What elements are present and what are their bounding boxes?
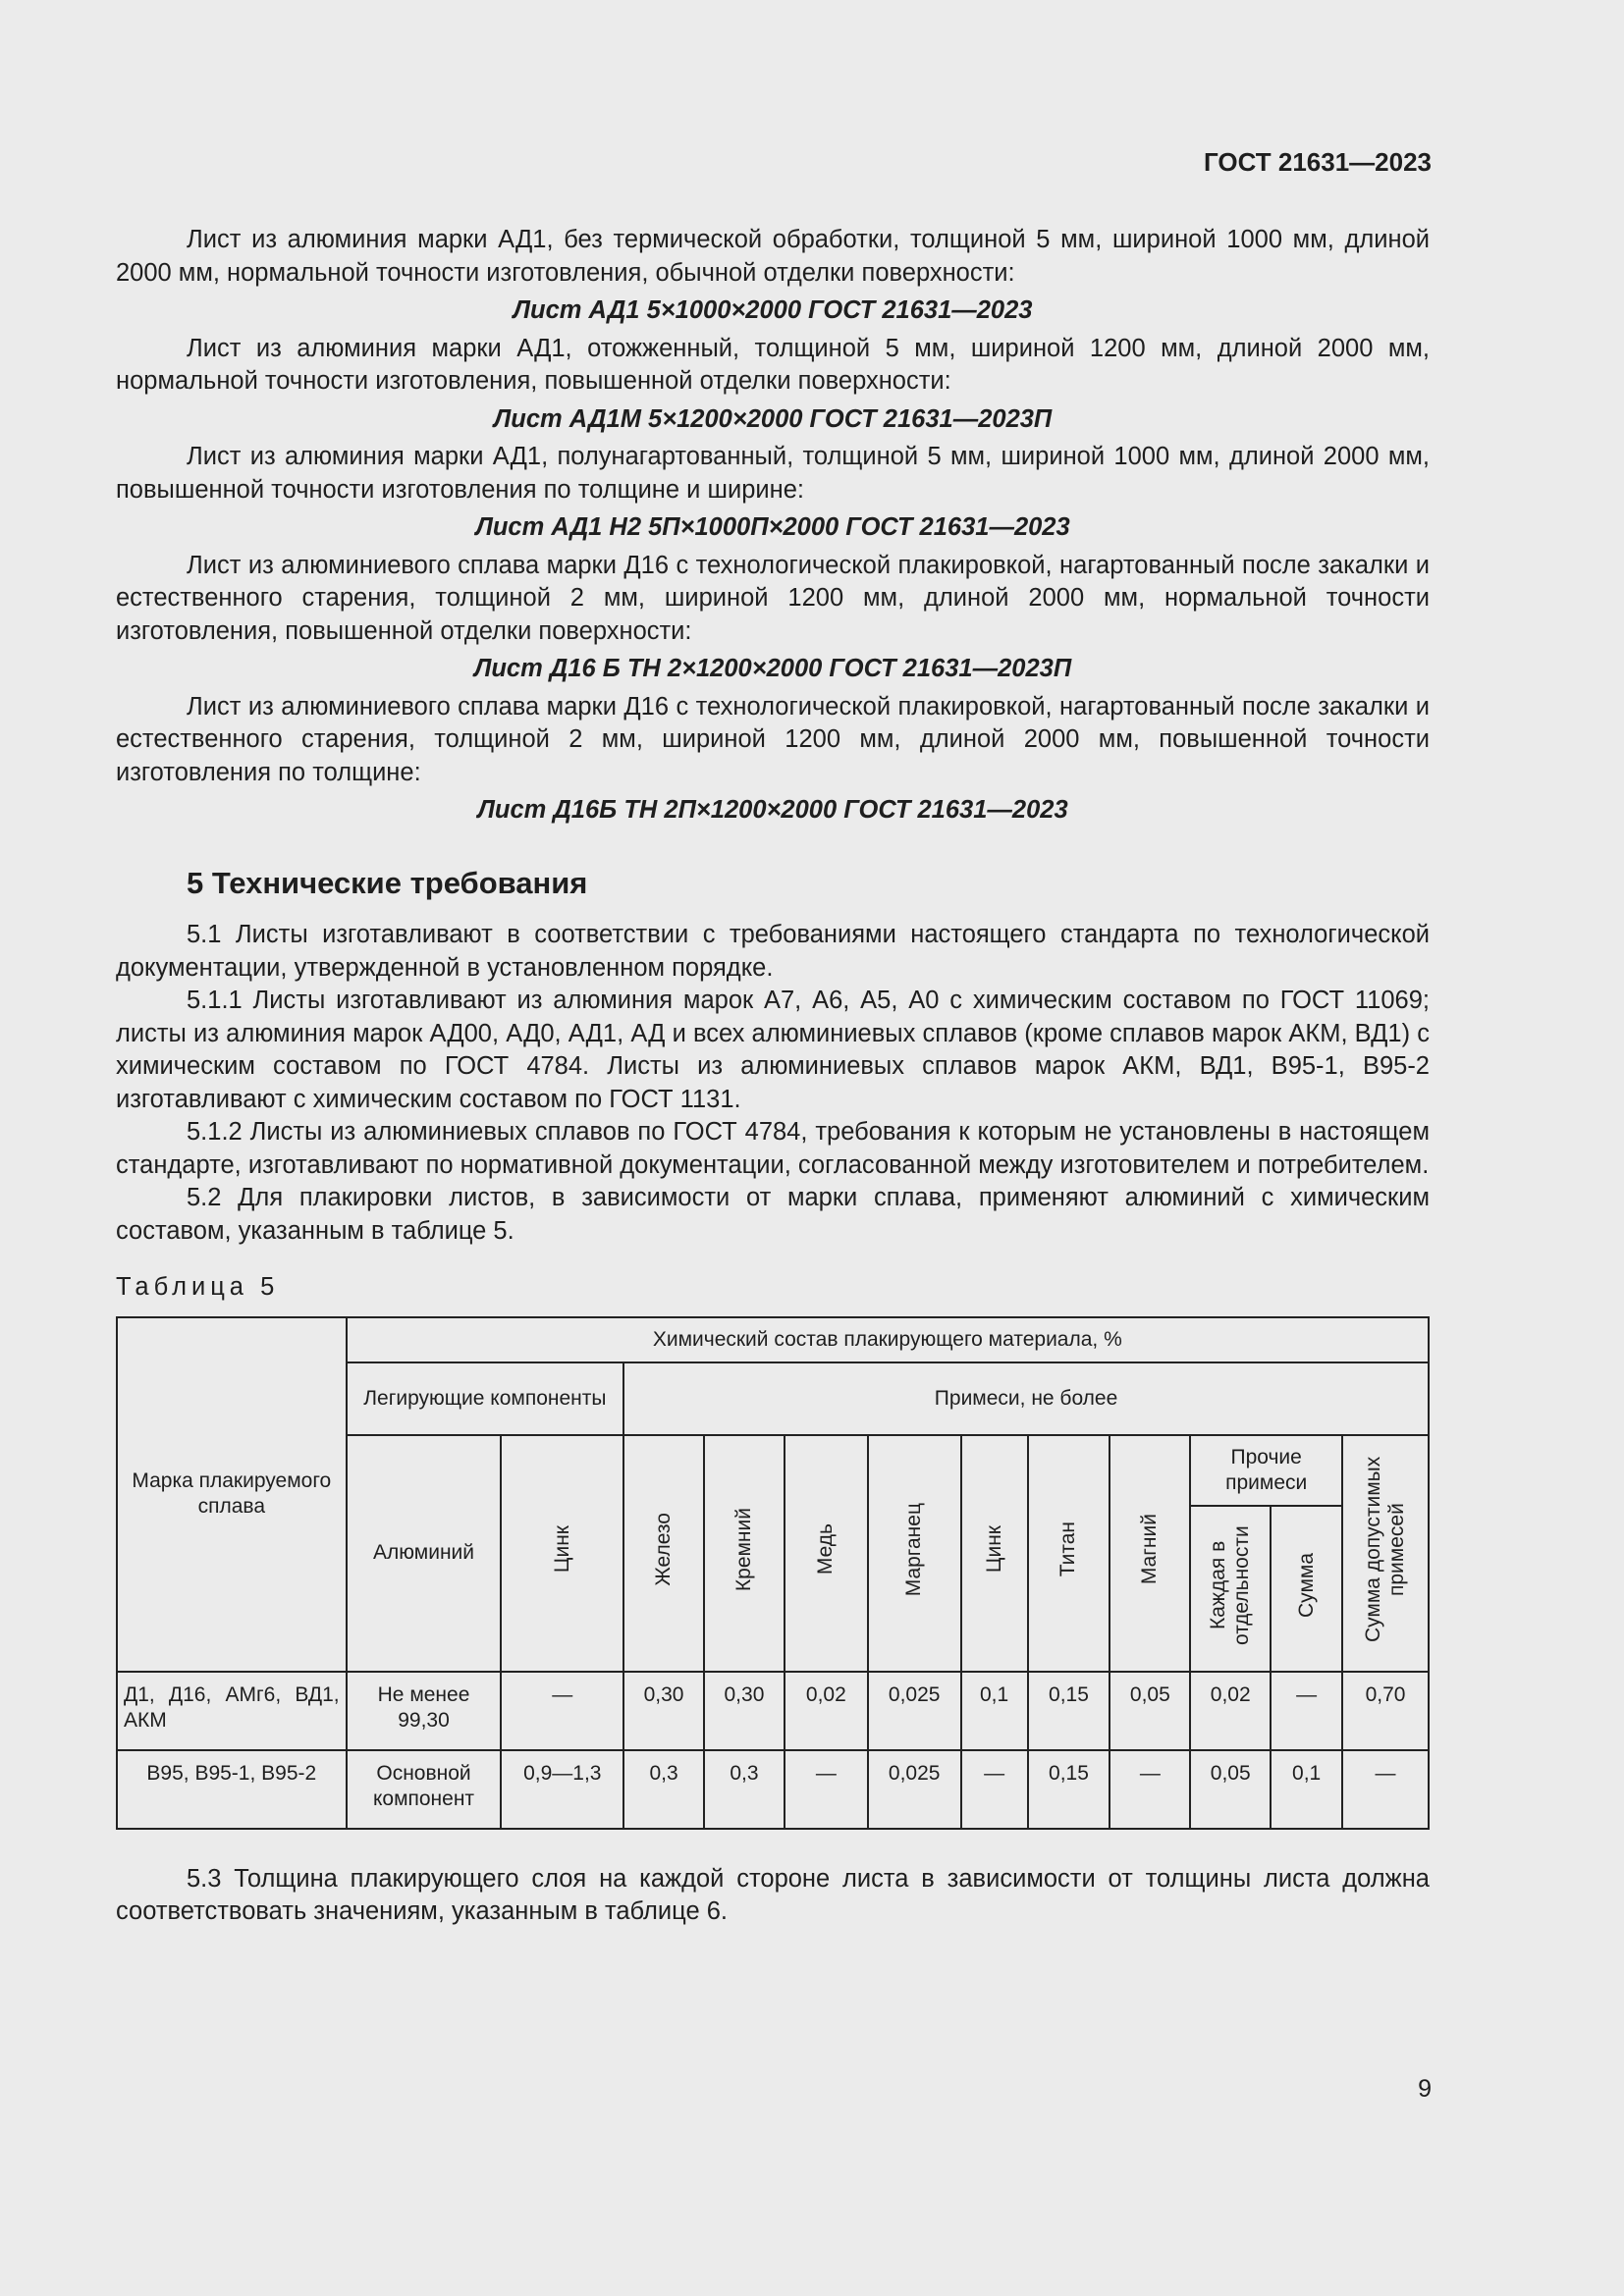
section-paragraph: 5.1.1 Листы изготавливают из алюминия марок А7, А6, А5, А0 с химическим составом по ГОСТ 11069; листы из алюминия марок АД00, АД0, АД1, АД и всех алюминиевых сплавов (кроме сплавов марок АКМ, ВД1) с химическим составом по ГОСТ 4784. Листы из алюминиевых сплавов марок АКМ, ВД1, В95-1, В95-2 изготавливают с химическим составом по ГОСТ 1131. [116,987,1430,1113]
example-text: Лист из алюминия марки АД1, без термической обработки, толщиной 5 мм, шириной 1000 мм, длиной 2000 мм, нормальной точности изготовления, обычной отделки поверхности: [116,226,1430,287]
cell: — [1271,1672,1342,1750]
cell: 0,1 [961,1672,1028,1750]
header-impurities: Примеси, не более [623,1362,1429,1435]
table-caption: Таблица 5 [116,1273,280,1301]
section-paragraph: 5.1 Листы изготавливают в соответствии с требованиями настоящего стандарта по технологической документации, утвержденной в установленном порядке. [116,921,1430,982]
example-text: Лист из алюминиевого сплава марки Д16 с технологической плакировкой, нагартованный после закалки и естественного старения, толщиной 2 мм, шириной 1200 мм, длиной 2000 мм, нормальной точности изготовления, повышенной отделки поверхности: [116,551,1430,645]
cell: 0,025 [868,1750,961,1829]
cell: 0,3 [623,1750,704,1829]
example-designation: Лист АД1М 5×1200×2000 ГОСТ 21631—2023П [493,404,1053,433]
example-text: Лист из алюминиевого сплава марки Д16 с технологической плакировкой, нагартованный после закалки и естественного старения, толщиной 2 мм, шириной 1200 мм, длиной 2000 мм, повышенной точности изготовления по толщине: [116,692,1430,786]
header-total-impurities: Сумма допустимых примесей [1342,1435,1429,1672]
header-zinc: Цинк [501,1435,623,1672]
page-content [116,224,1430,1929]
cell: Не менее 99,30 [347,1672,502,1750]
cell: 0,1 [1271,1750,1342,1829]
example-designation: Лист АД1 Н2 5П×1000П×2000 ГОСТ 21631—2023 [475,513,1070,541]
cell: 0,9—1,3 [501,1750,623,1829]
cell: 0,30 [704,1672,785,1750]
header-titanium: Титан [1028,1435,1110,1672]
header-silicon: Кремний [704,1435,785,1672]
header-zinc-impurity: Цинк [961,1435,1028,1672]
table-row [117,1750,1429,1829]
cell: — [785,1750,868,1829]
cell: 0,02 [785,1672,868,1750]
cell: Основной компонент [347,1750,502,1829]
header-copper: Медь [785,1435,868,1672]
cell: 0,30 [623,1672,704,1750]
header-alloying: Легирующие компоненты [347,1362,624,1435]
table-5 [116,1316,1430,1830]
header-aluminium: Алюминий [347,1435,502,1672]
cell: 0,05 [1110,1672,1190,1750]
cell: 0,05 [1190,1750,1271,1829]
section-paragraph: 5.1.2 Листы из алюминиевых сплавов по ГОСТ 4784, требования к которым не установлены в настоящем стандарте, изготавливают по нормативной документации, согласованной между изготовителем и потребителем. [116,1118,1430,1179]
paragraph-5-3: 5.3 Толщина плакирующего слоя на каждой стороне листа в зависимости от толщины листа должна соответствовать значениям, указанным в таблице 6. [116,1864,1430,1925]
header-composition: Химический состав плакирующего материала, % [347,1317,1429,1362]
example-designation: Лист Д16Б ТН 2П×1200×2000 ГОСТ 21631—2023 [477,796,1068,824]
cell: — [501,1672,623,1750]
cell-grade: Д1, Д16, АМг6, ВД1, АКМ [117,1672,347,1750]
cell: 0,70 [1342,1672,1429,1750]
section-paragraph: 5.2 Для плакировки листов, в зависимости от марки сплава, применяют алюминий с химическим составом, указанным в таблице 5. [116,1184,1430,1245]
header-each: Каждая в отдельности [1190,1506,1271,1672]
cell: 0,025 [868,1672,961,1750]
header-manganese: Марганец [868,1435,961,1672]
example-designation: Лист АД1 5×1000×2000 ГОСТ 21631—2023 [513,296,1033,324]
cell: — [961,1750,1028,1829]
header-magnesium: Магний [1110,1435,1190,1672]
cell-grade: В95, В95-1, В95-2 [117,1750,347,1829]
example-text: Лист из алюминия марки АД1, полунагартованный, толщиной 5 мм, шириной 1000 мм, длиной 2000 мм, повышенной точности изготовления по толщине и ширине: [116,443,1430,504]
document-header: ГОСТ 21631—2023 [1204,147,1432,177]
cell: 0,02 [1190,1672,1271,1750]
header-grade: Марка плакируемого сплава [117,1317,347,1672]
cell: 0,15 [1028,1672,1110,1750]
example-designation: Лист Д16 Б ТН 2×1200×2000 ГОСТ 21631—2023П [473,655,1072,682]
cell: — [1342,1750,1429,1829]
header-other-impurities: Прочие примеси [1190,1435,1342,1506]
cell: — [1110,1750,1190,1829]
page-number: 9 [1418,2075,1432,2103]
example-text: Лист из алюминия марки АД1, отожженный, толщиной 5 мм, шириной 1200 мм, длиной 2000 мм, нормальной точности изготовления, повышенной отделки поверхности: [116,334,1430,395]
section-title: 5 Технические требования [187,865,588,900]
cell: 0,15 [1028,1750,1110,1829]
header-iron: Железо [623,1435,704,1672]
cell: 0,3 [704,1750,785,1829]
header-sum: Сумма [1271,1506,1342,1672]
table-row [117,1672,1429,1750]
